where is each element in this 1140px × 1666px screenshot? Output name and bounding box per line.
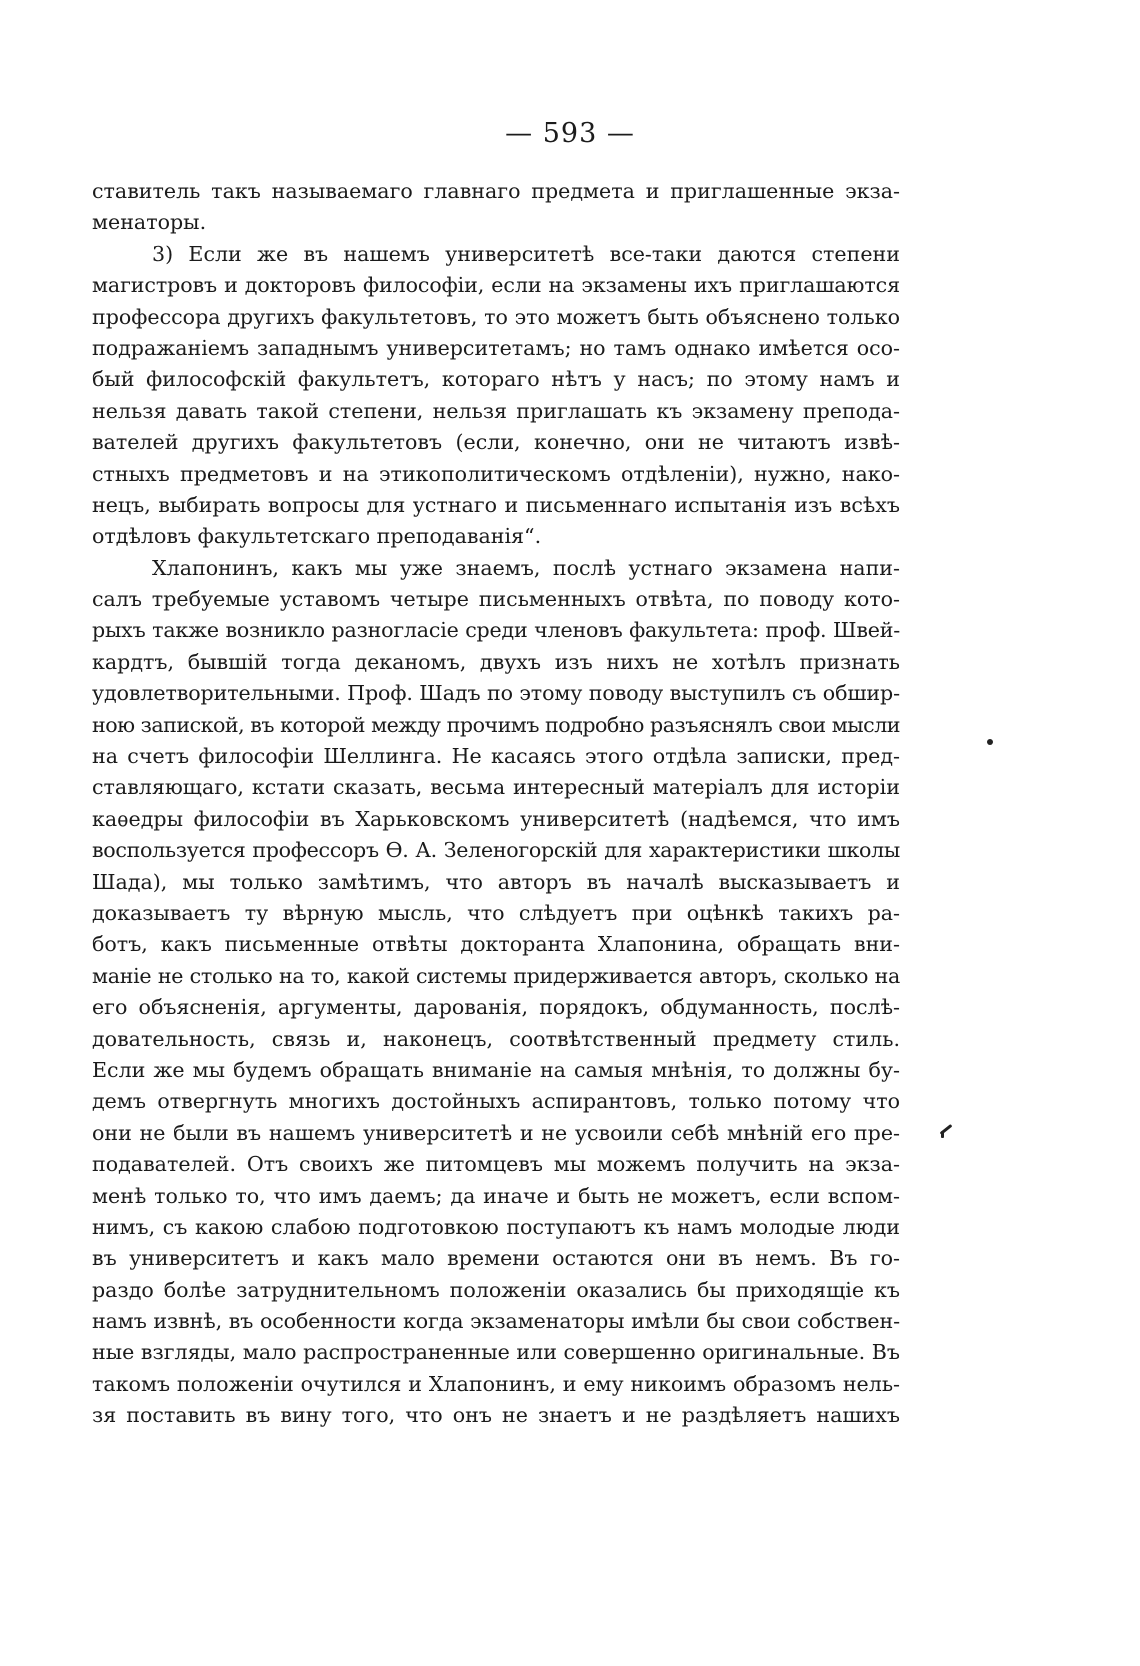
text-line: ставляющаго, кстати сказать, весьма интересный матеріалъ для исторіи xyxy=(92,775,900,800)
text-line: удовлетворительными. Проф. Шадъ по этому поводу выступилъ съ обшир- xyxy=(92,681,900,706)
text-line: рыхъ также возникло разногласіе среди членовъ факультета: проф. Швей- xyxy=(92,618,900,643)
text-line: Хлапонинъ, какъ мы уже знаемъ, послѣ устнаго экзамена напи- xyxy=(152,555,900,580)
text-line: каѳедры философіи въ Харьковскомъ университетѣ (надѣемся, что имъ xyxy=(92,806,900,831)
text-line: ною запиской, въ которой между прочимъ подробно разъяснялъ свои мысли xyxy=(92,712,900,737)
text-line: зя поставить въ вину того, что онъ не знаетъ и не раздѣляетъ нашихъ xyxy=(92,1403,900,1428)
text-line: воспользуется профессоръ Ѳ. А. Зеленогорскій для характеристики школы xyxy=(92,838,900,863)
text-line: подражаніемъ западнымъ университетамъ; но тамъ однако имѣется осо- xyxy=(92,335,900,360)
text-line: подавателей. Отъ своихъ же питомцевъ мы можемъ получить на экза- xyxy=(92,1152,900,1177)
text-line: демъ отвергнуть многихъ достойныхъ аспирантовъ, только потому что xyxy=(92,1089,900,1114)
text-line: маніе не столько на то, какой системы придерживается авторъ, сколько на xyxy=(92,963,900,988)
text-line: отдѣловъ факультетскаго преподаванія“. xyxy=(92,524,542,549)
text-line: Шада), мы только замѣтимъ, что авторъ въ началѣ высказываетъ и xyxy=(92,869,900,894)
text-line: ставитель такъ называемаго главнаго предмета и приглашенные экза- xyxy=(92,179,900,203)
text-line: стныхъ предметовъ и на этикополитическомъ отдѣленіи), нужно, нако- xyxy=(92,461,900,486)
text-line: нельзя давать такой степени, нельзя приглашать къ экзамену препода- xyxy=(92,398,900,423)
text-line: его объясненія, аргументы, дарованія, порядокъ, обдуманность, послѣ- xyxy=(92,995,900,1020)
text-line: вателей другихъ факультетовъ (если, конечно, они не читаютъ извѣ- xyxy=(92,430,900,455)
text-line: нецъ, выбирать вопросы для устнаго и письменнаго испытанія изъ всѣхъ xyxy=(92,492,900,517)
page-number: — 593 — xyxy=(505,118,635,149)
text-line: на счетъ философіи Шеллинга. Не касаясь этого отдѣла записки, пред- xyxy=(92,744,900,769)
text-line: бый философскій факультетъ, котораго нѣтъ у насъ; по этому намъ и xyxy=(92,367,900,392)
text-line: ные взгляды, мало распространенные или совершенно оригинальные. Въ xyxy=(92,1340,900,1365)
text-line: Если же мы будемъ обращать вниманіе на самыя мнѣнія, то должны бу- xyxy=(92,1057,900,1082)
text-line: такомъ положеніи очутился и Хлапонинъ, и ему никоимъ образомъ нель- xyxy=(92,1371,900,1396)
text-line: менѣ только то, что имъ даемъ; да иначе и быть не можетъ, если вспом- xyxy=(92,1183,900,1208)
text-line: кардтъ, бывшій тогда деканомъ, двухъ изъ нихъ не хотѣлъ признать xyxy=(92,649,900,674)
text-line: 3) Если же въ нашемъ университетѣ все-таки даются степени xyxy=(152,241,900,266)
text-line: салъ требуемые уставомъ четыре письменныхъ отвѣта, по поводу кото- xyxy=(92,587,900,612)
text-line: доказываетъ ту вѣрную мысль, что слѣдуетъ при оцѣнкѣ такихъ ра- xyxy=(92,900,900,925)
pencil-mark-tail xyxy=(941,1131,944,1138)
text-line: они не были въ нашемъ университетѣ и не усвоили себѣ мнѣній его пре- xyxy=(92,1120,900,1145)
text-line: менаторы. xyxy=(92,210,207,235)
text-line: ботъ, какъ письменные отвѣты докторанта Хлапонина, обращать вни- xyxy=(92,932,900,957)
text-line: намъ извнѣ, въ особенности когда экзаменаторы имѣли бы свои собствен- xyxy=(92,1309,900,1334)
text-line: въ университетъ и какъ мало времени остаются они въ немъ. Въ го- xyxy=(92,1246,900,1271)
text-line: магистровъ и докторовъ философіи, если на экзамены ихъ приглашаются xyxy=(92,273,900,298)
text-line: нимъ, съ какою слабою подготовкою поступаютъ къ намъ молодые люди xyxy=(92,1214,900,1239)
text-line: довательность, связь и, наконецъ, соотвѣтственный предмету стиль. xyxy=(92,1026,900,1051)
text-line: раздо болѣе затруднительномъ положеніи оказались бы приходящіе къ xyxy=(92,1277,900,1302)
print-speck xyxy=(987,739,993,745)
text-line: профессора другихъ факультетовъ, то это можетъ быть объяснено только xyxy=(92,304,900,329)
body-text xyxy=(92,176,900,1432)
